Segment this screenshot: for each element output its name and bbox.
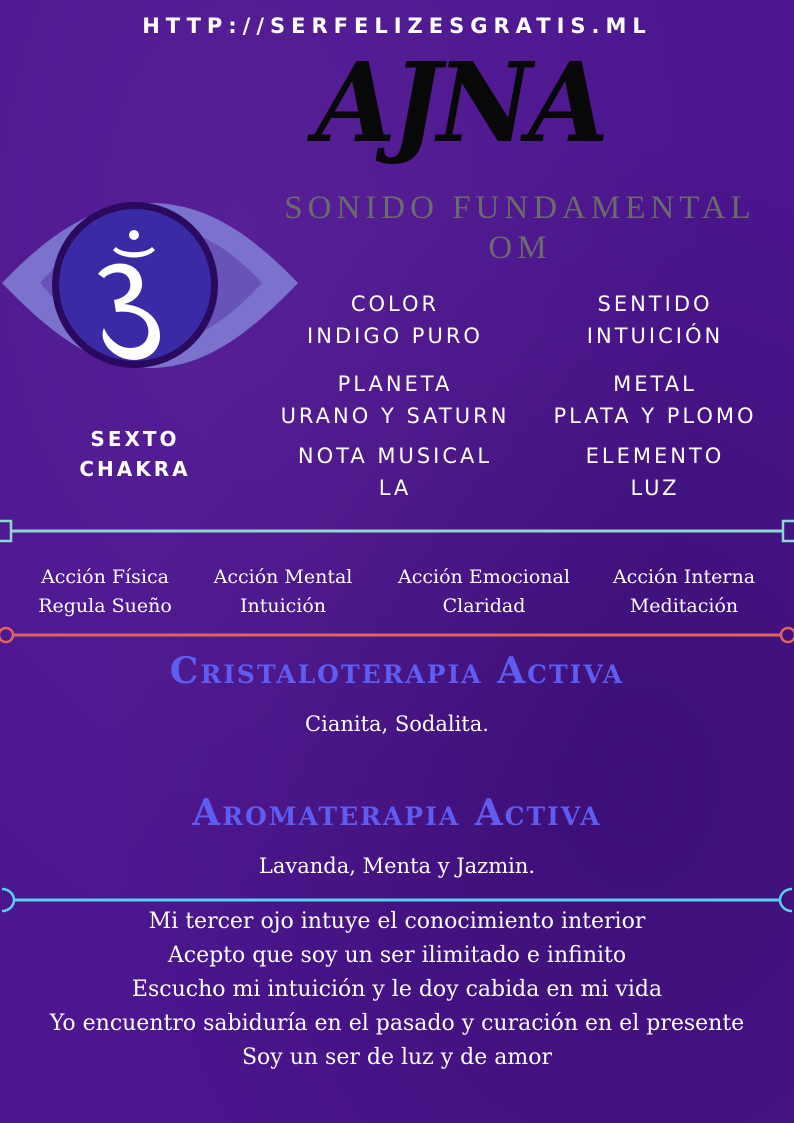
website-url[interactable]: HTTP://SERFELIZESGRATIS.ML [142,14,652,38]
page-title: AJNA [315,37,605,168]
accion-mental: Acción Mental Intuición [213,566,353,617]
aromaterapia-heading: Aromaterapia Activa [192,792,602,834]
chakra-label: SEXTO CHAKRA [79,427,191,481]
elemento-property: ELEMENTO LUZ [585,444,725,500]
affirmation-line: Escucho mi intuición y le doy cabida en mi vida [131,977,663,1002]
affirmation-line: Yo encuentro sabiduría en el pasado y curación en el presente [49,1011,745,1036]
color-property: COLOR INDIGO PURO [307,292,483,348]
ajna-eye-icon [0,198,300,388]
sonido-value: OM [488,230,552,266]
affirmation-line: Soy un ser de luz y de amor [241,1045,553,1070]
accion-fisica: Acción Física Regula Sueño [38,566,172,617]
metal-property: METAL PLATA Y PLOMO [553,372,757,428]
cristaloterapia-text: Cianita, Sodalita. [305,712,489,736]
nota-musical-property: NOTA MUSICAL LA [297,444,493,500]
divider-square [0,519,794,543]
affirmation-line: Acepto que soy un ser ilimitado e infinito [167,943,627,968]
accion-emocional: Acción Emocional Claridad [398,566,570,617]
affirmations [0,905,794,1075]
cristaloterapia-heading: Cristaloterapia Activa [169,650,625,692]
aromaterapia-text: Lavanda, Menta y Jazmin. [258,854,536,878]
affirmation-line: Mi tercer ojo intuye el conocimiento interior [148,909,646,934]
sentido-property: SENTIDO INTUICIÓN [586,292,724,348]
sonido-label: SONIDO FUNDAMENTAL [284,190,756,226]
divider-circle-coral [0,624,794,646]
planeta-property: PLANETA URANO Y SATURN [280,372,510,428]
accion-interna: Acción Interna Meditación [612,566,756,617]
